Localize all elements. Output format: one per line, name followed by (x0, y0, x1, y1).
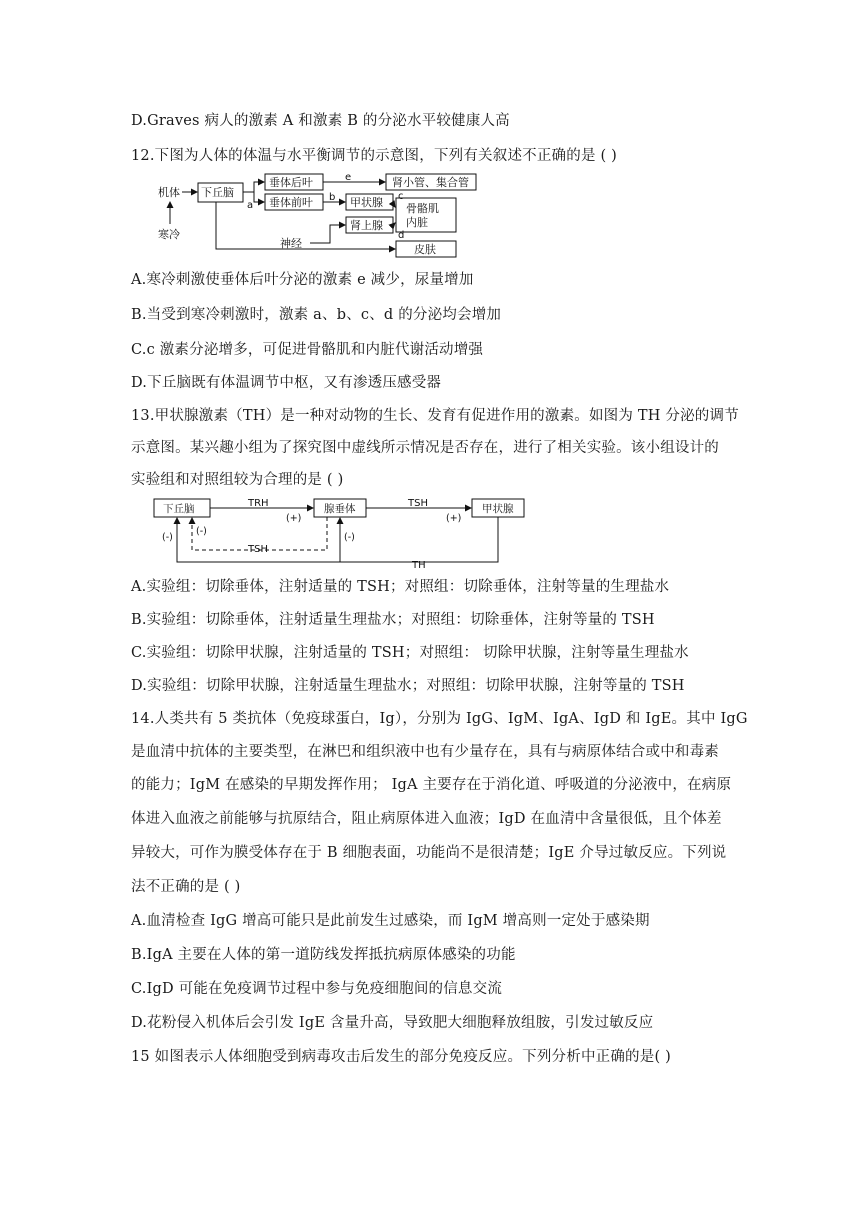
q14-stem-line-3: 的能力；IgM 在感染的早期发挥作用； IgA 主要存在于消化道、呼吸道的分泌液中，在病原 (131, 777, 732, 793)
q13-box-xiaqiunao: 下丘脑 (163, 503, 195, 515)
q12-label-d: d (398, 230, 405, 241)
q13-stem-line-1: 13.甲状腺激素（TH）是一种对动物的生长、发育有促进作用的激素。如图为 TH 分泌的调节 (131, 408, 739, 424)
q13-label-tsh: TSH (408, 498, 428, 509)
q12-box-pifu: 皮肤 (414, 243, 436, 256)
q13-label-minus-3: (-) (344, 532, 355, 543)
q13-box-xianchuiti: 腺垂体 (324, 503, 356, 515)
q12-box-shenxiaoguan: 肾小管、集合管 (392, 176, 469, 189)
q12-box-chuiti-houye: 垂体后叶 (269, 176, 313, 189)
q12-label-shenjing: 神经 (280, 237, 302, 250)
q12-option-d: D.下丘脑既有体温调节中枢，又有渗透压感受器 (131, 375, 442, 391)
q12-box-neizang: 内脏 (406, 216, 428, 229)
q13-stem-line-2: 示意图。某兴趣小组为了探究图中虚线所示情况是否存在，进行了相关实验。该小组设计的 (131, 440, 719, 456)
q11-option-d: D.Graves 病人的激素 A 和激素 B 的分泌水平较健康人高 (131, 113, 510, 129)
q12-option-b: B.当受到寒冷刺激时，激素 a、b、c、d 的分泌均会增加 (131, 307, 502, 323)
q12-option-c: C.c 激素分泌增多，可促进骨骼肌和内脏代谢活动增强 (131, 342, 484, 358)
q12-box-chuiti-qianye: 垂体前叶 (269, 196, 313, 209)
q12-label-c: c (398, 191, 404, 202)
q13-stem-line-3: 实验组和对照组较为合理的是 ( ) (131, 472, 344, 488)
q13-label-tsh-dashed: TSH (248, 544, 268, 555)
q13-diagram (150, 494, 532, 570)
q15-stem: 15 如图表示人体细胞受到病毒攻击后发生的部分免疫反应。下列分析中正确的是( ) (131, 1049, 671, 1065)
q12-box-xiaqiunao: 下丘脑 (201, 186, 234, 199)
q13-option-c: C.实验组：切除甲状腺，注射适量的 TSH；对照组： 切除甲状腺，注射等量生理盐水 (131, 645, 689, 661)
q12-label-hanleng: 寒冷 (158, 228, 180, 241)
q14-stem-line-2: 是血清中抗体的主要类型，在淋巴和组织液中也有少量存在，具有与病原体结合或中和毒素 (131, 744, 719, 760)
q13-option-b: B.实验组：切除垂体，注射适量生理盐水；对照组：切除垂体，注射等量的 TSH (131, 612, 655, 628)
q14-stem-line-1: 14.人类共有 5 类抗体（免疫球蛋白，Ig），分别为 IgG、IgM、IgA、IgD 和 IgE。其中 IgG (131, 711, 748, 727)
q13-option-a: A.实验组：切除垂体，注射适量的 TSH；对照组：切除垂体，注射等量的生理盐水 (131, 579, 670, 595)
q12-stem: 12.下图为人体的体温与水平衡调节的示意图，下列有关叙述不正确的是 ( ) (131, 148, 617, 164)
q12-box-jiazhuangxian: 甲状腺 (350, 196, 383, 209)
q13-box-jiazhuangxian: 甲状腺 (482, 503, 514, 515)
q13-label-plus-1: (+) (286, 513, 302, 524)
q13-label-trh: TRH (248, 498, 269, 509)
q12-label-jiti: 机体 (158, 186, 180, 199)
q12-label-b: b (329, 192, 336, 203)
q14-option-c: C.IgD 可能在免疫调节过程中参与免疫细胞间的信息交流 (131, 981, 503, 997)
q14-stem-line-6: 法不正确的是 ( ) (131, 879, 241, 895)
q13-label-plus-2: (+) (446, 513, 462, 524)
q12-label-a: a (247, 200, 254, 211)
q13-label-th: TH (412, 560, 426, 570)
q12-box-shenshangxian: 肾上腺 (350, 219, 383, 232)
q14-stem-line-4: 体进入血液之前能够与抗原结合，阻止病原体进入血液；IgD 在血清中含量很低，且个体差 (131, 811, 722, 827)
q13-label-minus-2: (-) (196, 526, 207, 537)
q14-option-a: A.血清检查 IgG 增高可能只是此前发生过感染，而 IgM 增高则一定处于感染期 (131, 913, 650, 929)
q12-option-a: A.寒冷刺激使垂体后叶分泌的激素 e 减少，尿量增加 (131, 272, 474, 288)
q12-label-e: e (345, 172, 352, 183)
q14-option-b: B.IgA 主要在人体的第一道防线发挥抵抗病原体感染的功能 (131, 947, 516, 963)
q12-diagram (150, 170, 480, 262)
q13-label-minus-1: (-) (162, 532, 173, 543)
q13-option-d: D.实验组：切除甲状腺，注射适量生理盐水；对照组：切除甲状腺，注射等量的 TSH (131, 678, 685, 694)
q12-box-gugeji: 骨骼肌 (406, 202, 439, 215)
q14-stem-line-5: 异较大，可作为膜受体存在于 B 细胞表面，功能尚不是很清楚；IgE 介导过敏反应。下列说 (131, 845, 727, 861)
q14-option-d: D.花粉侵入机体后会引发 IgE 含量升高，导致肥大细胞释放组胺，引发过敏反应 (131, 1015, 654, 1031)
